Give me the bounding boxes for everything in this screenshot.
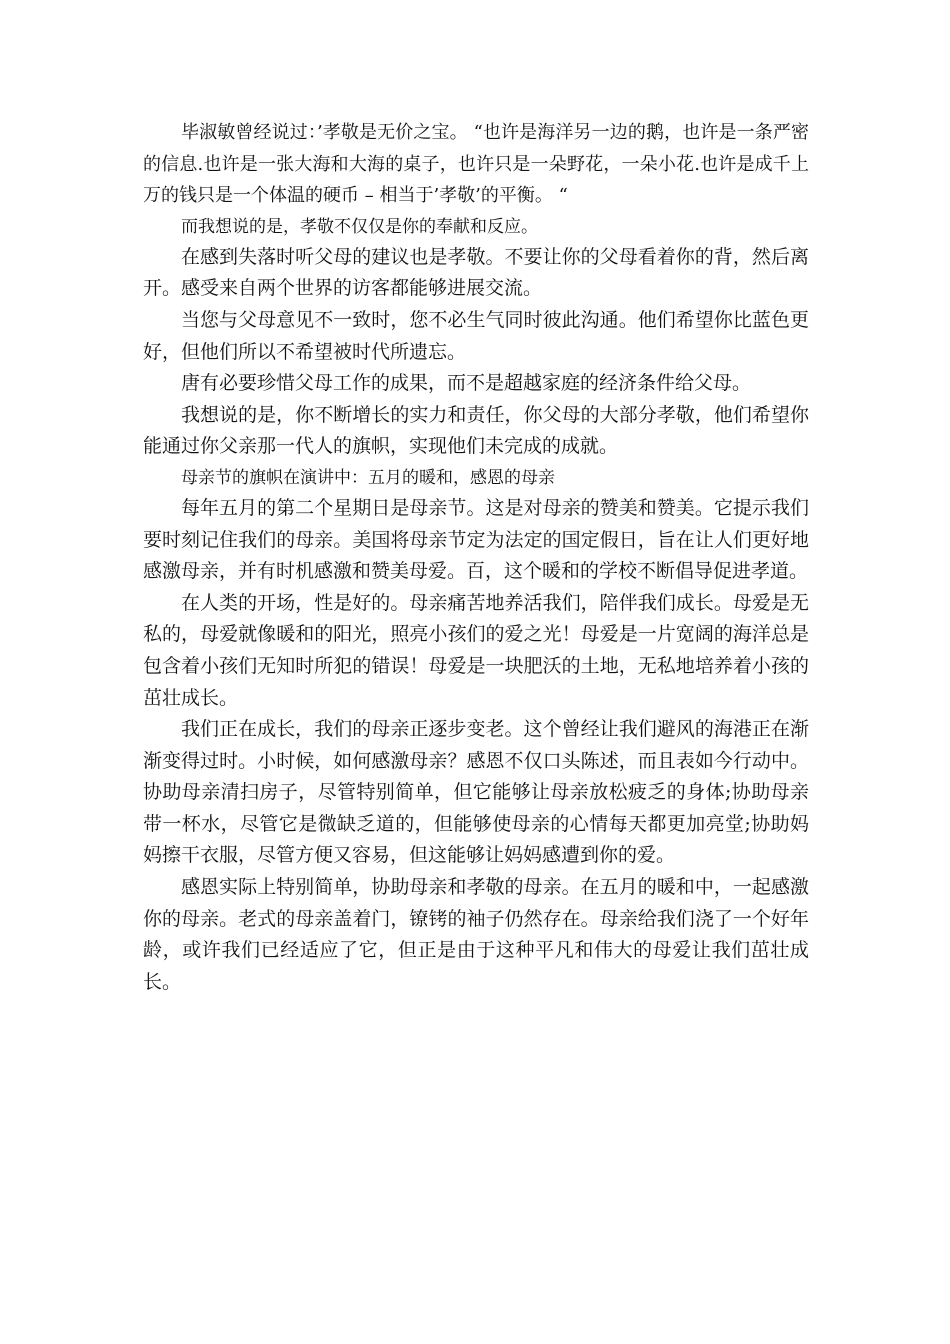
paragraph-mothers-day: 每年五月的第二个星期日是母亲节。这是对母亲的赞美和赞美。它提示我们要时刻记住我们的母亲。美国将母亲节定为法定的国定假日，旨在让人们更好地感激母亲，并有时机感激和赞美母爱。百，这个暖和的学校不断倡导促进孝道。 <box>143 496 809 583</box>
paragraph-listen-advice: 在感到失落时听父母的建议也是孝敬。不要让你的父母看着你的背，然后离开。感受来自两个世界的访客都能够进展交流。 <box>143 245 809 300</box>
paragraph-disagreement: 当您与父母意见不一致时，您不必生气同时彼此沟通。他们希望你比蓝色更好，但他们所以不希望被时代所遗忘。 <box>143 308 809 363</box>
paragraph-contribution: 而我想说的是，孝敬不仅仅是你的奉献和反应。 <box>181 216 538 237</box>
paragraph-mother-love: 在人类的开场，性是好的。母亲痛苦地养活我们，陪伴我们成长。母爱是无私的，母爱就像暖和的阳光，照亮小孩们的爱之光！母爱是一片宽阔的海洋总是包含着小孩们无知时所犯的错误！母爱是一块肥沃的土地，无私地培养着小孩的茁壮成长。 <box>143 591 809 709</box>
paragraph-responsibility: 我想说的是，你不断增长的实力和责任，你父母的大部分孝敬，他们希望你能通过你父亲那一代人的旗帜，实现他们未完成的成就。 <box>143 403 809 458</box>
paragraph-quote: 毕淑敏曾经说过：’孝敬是无价之宝。 “也许是海洋另一边的鹅，也许是一条严密的信息.也许是一张大海和大海的桌子，也许只是一朵野花，一朵小花.也许是成千上万的钱只是一个体温的硬币 – 相当于’孝敬’的平衡。 “ <box>143 122 809 207</box>
document-body <box>143 117 809 998</box>
section-heading: 母亲节的旗帜在演讲中：五月的暖和，感恩的母亲 <box>181 467 555 488</box>
paragraph-growing-up: 我们正在成长，我们的母亲正逐步变老。这个曾经让我们避风的海港正在渐渐变得过时。小时候，如何感激母亲？感恩不仅口头陈述，而且表如今行动中。协助母亲清扫房子，尽管特别简单，但它能够让母亲放松疲乏的身体;协助母亲带一杯水，尽管它是微缺乏道的，但能够使母亲的心情每天都更加亮堂;协助妈妈擦干衣服，尽管方便又容易，但这能够让妈妈感遭到你的爱。 <box>143 718 809 867</box>
paragraph-cherish: 唐有必要珍惜父母工作的成果，而不是超越家庭的经济条件给父母。 <box>181 372 752 395</box>
paragraph-gratitude: 感恩实际上特别简单，协助母亲和孝敬的母亲。在五月的暖和中，一起感激你的母亲。老式的母亲盖着门，镣铐的袖子仍然存在。母亲给我们浇了一个好年龄，或许我们已经适应了它，但正是由于这种平凡和伟大的母爱让我们茁壮成长。 <box>143 876 809 993</box>
